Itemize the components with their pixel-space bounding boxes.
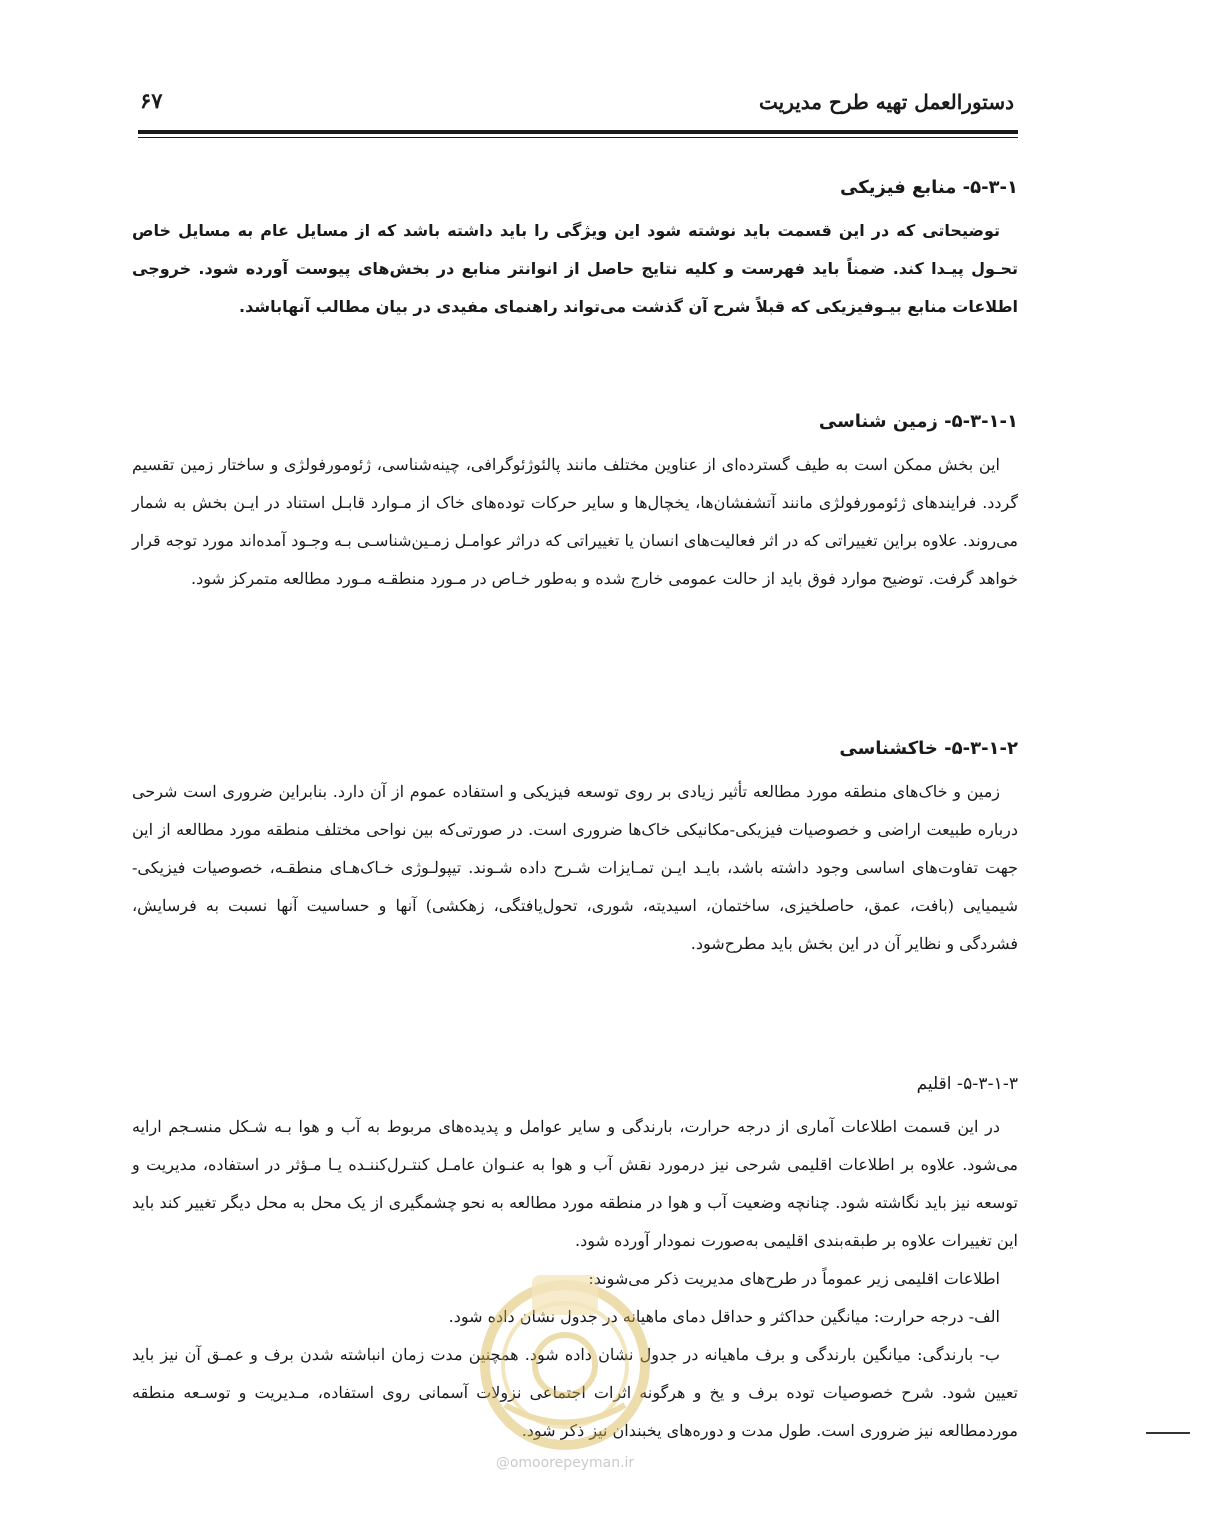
header-rule-thick	[138, 130, 1018, 134]
paragraph: اطلاعات اقلیمی زیر عموماً در طرح‌های مدیریت ذکر می‌شوند:	[588, 1269, 1000, 1288]
page-header	[138, 86, 1014, 126]
section-heading: ۵-۳-۱-۲- خاکشناسی	[839, 738, 1018, 759]
watermark-logo	[470, 1255, 660, 1485]
section-geology	[132, 406, 1018, 598]
paragraph: زمین و خاک‌های منطقه مورد مطالعه تأثیر زیادی بر روی توسعه فیزیکی و استفاده عموم از آن دارد. بنابراین ضروری است شرحی درباره طبیعت اراضی و خصوصیات فیزیکی-مکانیکی خاک‌ها ضروری است. در صورتی‌که بین نواحی مختلف منطقه مورد مطالعه از این جهت تفاوت‌های اساسی وجود داشته باشد، بایـد ایـن تمـایزات شـرح داده شـوند. تیپولـوژی خـاک‌هـای منطقـه، خصوصیات فیزیکی-شیمیایی (بافت، عمق، حاصلخیزی، ساختمان، اسیدیته، شوری، تحول‌یافتگی، زهکشی) آنها و حساسیت آنها نسبت به فرسایش، فشردگی و نظایر آن در این بخش باید مطرح‌شود.	[132, 782, 1018, 953]
watermark-text: @omoorepeyman.ir	[495, 1455, 635, 1471]
paragraph: این بخش ممکن است به طیف گسترده‌ای از عناوین مختلف مانند پالئوژئوگرافی، چینه‌شناسی، ژئومورفولژی و ساختار زمین تقسیم گردد. فرایندهای ژئومورفولژی مانند آتشفشان‌ها، یخچال‌ها و سایر حرکات توده‌های خاک از مـوارد قابـل استناد در ایـن بخش به شمار می‌روند. علاوه براین تغییراتی که در اثر فعالیت‌های انسان یا تغییراتی که دراثر عوامـل زمـین‌شناسـی بـه وجـود آمده‌اند مورد توجه قرار خواهد گرفت. توضیح موارد فوق باید از حالت عمومی خارج شده و به‌طور خـاص در مـورد منطقـه مـورد مطالعه متمرکز شود.	[132, 455, 1019, 588]
section-heading: ۵-۳-۱-۱- زمین شناسی	[818, 411, 1018, 432]
margin-mark	[1146, 1432, 1190, 1434]
section-physical-resources	[132, 172, 1018, 326]
page-number: ۶۷	[140, 88, 163, 113]
list-item: الف- درجه حرارت: میانگین حداکثر و حداقل دمای ماهیانه در جدول نشان داده شود.	[448, 1307, 1000, 1326]
list-item: ب- بارندگی: میانگین بارندگی و برف ماهیانه در جدول نشان داده شود. همچنین مدت زمان انباشته شدن برف و عمـق آن نیز باید تعیین شود. شرح خصوصیات توده برف و یخ و هرگونه اثرات اجتماعی نزولات آسمانی روی استفاده، مـدیریت و توسـعه منطقه موردمطالعه نیز ضروری است. طول مدت و دوره‌های یخبندان نیز ذکر شود.	[132, 1345, 1018, 1440]
paragraph: در این قسمت اطلاعات آماری از درجه حرارت، بارندگی و سایر عوامل و پدیده‌های مربوط به آب و هوا بـه شـکل منسـجم ارایه می‌شود. علاوه بر اطلاعات اقلیمی شرحی نیز درمورد نقش آب و هوا به عنـوان عامـل کنتـرل‌کننـده یـا مـؤثر در استفاده، مدیریت و توسعه نیز باید نگاشته شود. چنانچه وضعیت آب و هوا در منطقه مورد مطالعه به نحو چشمگیری از یک محل به محل دیگر تغییر کند باید این تغییرات علاوه بر طبقه‌بندی اقلیمی به‌صورت نمودار آورده شود.	[132, 1117, 1018, 1250]
seal-icon	[470, 1255, 660, 1455]
section-heading: ۵-۳-۱- منابع فیزیکی	[840, 177, 1018, 198]
running-title: دستورالعمل تهیه طرح مدیریت	[758, 90, 1014, 114]
section-heading: ۵-۳-۱-۳- اقلیم	[916, 1074, 1018, 1094]
header-rule-thin	[138, 137, 1018, 138]
paragraph: توضیحاتی که در این قسمت باید نوشته شود این ویژگی را باید داشته باشد که از مسایل عام به مسایل خاص تحـول پیـدا کند. ضمناً باید فهرست و کلیه نتایج حاصل از انوانتر منابع در بخش‌های پیوست آورده شود. خروجی اطلاعات منابع بیـوفیزیکی که قبلاً شرح آن گذشت می‌تواند راهنمای مفیدی در بیان مطالب آنهاباشد.	[132, 221, 1018, 316]
section-soil-science	[132, 733, 1018, 963]
